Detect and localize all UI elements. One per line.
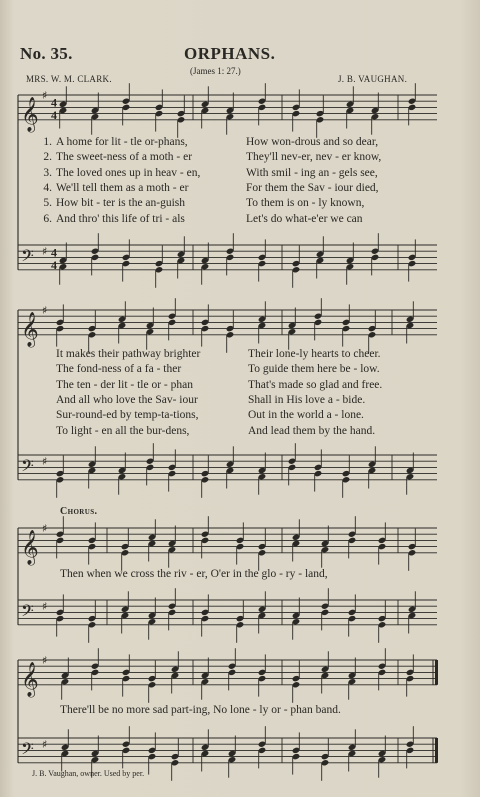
verse-text: The loved ones up in heav - en, bbox=[56, 166, 201, 179]
verse-2-line-2-second-half: To guide them here be - low. bbox=[248, 363, 380, 376]
verse-text: To light - en all the bur-dens, bbox=[56, 424, 190, 437]
treble-clef-icon: 𝄞 bbox=[21, 529, 39, 565]
bass-clef-icon: 𝄢 bbox=[21, 455, 34, 480]
staff-2-treble bbox=[18, 298, 437, 353]
sharp-key-signature-icon: ♯ bbox=[42, 304, 48, 317]
verse-number: 4. bbox=[43, 181, 52, 194]
verse-text: The fond-ness of a fa - ther bbox=[56, 363, 182, 376]
bass-clef-icon: 𝄢 bbox=[21, 245, 34, 270]
verse-text: It makes their pathway brighter bbox=[56, 348, 201, 360]
verse-number: 6. bbox=[43, 212, 52, 225]
copyright-footer: J. B. Vaughan, owner. Used by per. bbox=[32, 769, 145, 778]
treble-clef-icon: 𝄞 bbox=[21, 311, 39, 347]
staff-3-bass bbox=[18, 588, 437, 643]
final-barline-thick bbox=[435, 738, 438, 763]
sharp-key-signature-icon: ♯ bbox=[42, 600, 48, 614]
verse-1-line-1-second-half: How won-drous and so dear, bbox=[246, 136, 379, 148]
verse-4-line-2-second-half: Shall in His love a - bide. bbox=[248, 393, 366, 406]
verse-6-line-2-second-half: And lead them by the hand. bbox=[248, 424, 376, 437]
verse-text: How bit - ter is the an-guish bbox=[56, 197, 186, 210]
verse-text: And thro' this life of tri - als bbox=[56, 212, 185, 225]
staff-1-bass bbox=[18, 233, 437, 288]
verse-text: Sur-round-ed by temp-ta-tions, bbox=[56, 409, 199, 422]
verse-5-line-2-second-half: Out in the world a - lone. bbox=[248, 409, 364, 422]
verse-text: We'll tell them as a moth - er bbox=[56, 181, 189, 194]
chorus-lyric-line-1: Then when we cross the riv - er, O'er in the glo - ry - land, bbox=[60, 568, 328, 580]
verse-1-line-1-first-half bbox=[36, 136, 188, 148]
treble-clef-icon: 𝄞 bbox=[21, 661, 39, 697]
composer-credit: J. B. VAUGHAN. bbox=[338, 74, 408, 84]
verse-number: 1. bbox=[43, 136, 52, 148]
sharp-key-signature-icon: ♯ bbox=[42, 455, 48, 469]
time-signature-bottom: 4 bbox=[51, 107, 57, 122]
verse-1-line-2-first-half bbox=[56, 348, 200, 360]
sharp-key-signature-icon: ♯ bbox=[42, 654, 48, 667]
verse-3-line-2-first-half bbox=[56, 379, 193, 391]
verse-6-line-1-second-half: Let's do what-e'er we can bbox=[246, 212, 363, 225]
verse-2-line-2-first-half bbox=[56, 363, 181, 375]
lyricist-credit: MRS. W. M. CLARK. bbox=[26, 74, 112, 84]
hymn-number: No. 35. bbox=[20, 44, 73, 63]
treble-clef-icon: 𝄞 bbox=[21, 96, 39, 132]
hymn-title: ORPHANS. bbox=[184, 44, 276, 63]
verse-text: The ten - der lit - tle or - phan bbox=[56, 378, 193, 391]
verse-6-line-2-first-half bbox=[56, 425, 189, 437]
final-barline-thick bbox=[435, 660, 438, 685]
verse-5-line-1-second-half: To them is on - ly known, bbox=[246, 197, 365, 210]
verse-3-line-1-first-half bbox=[36, 167, 200, 179]
verse-2-line-1-second-half: They'll nev-er, nev - er know, bbox=[246, 151, 382, 164]
chorus-label: Chorus. bbox=[60, 506, 98, 517]
verse-number: 3. bbox=[43, 166, 52, 179]
verse-text: The sweet-ness of a moth - er bbox=[56, 151, 193, 164]
verse-1-line-2-second-half: Their lone-ly hearts to cheer. bbox=[248, 348, 381, 360]
verse-5-line-2-first-half bbox=[56, 409, 199, 421]
staff-3-treble bbox=[18, 516, 437, 571]
verse-4-line-1-first-half bbox=[36, 182, 188, 194]
bass-clef-icon: 𝄢 bbox=[21, 600, 34, 625]
sharp-key-signature-icon: ♯ bbox=[42, 245, 48, 259]
bass-clef-icon: 𝄢 bbox=[21, 738, 34, 763]
verse-4-line-2-first-half bbox=[56, 394, 198, 406]
time-signature-bottom: 4 bbox=[51, 257, 57, 272]
time-signature-top: 4 bbox=[51, 95, 57, 110]
staff-2-bass bbox=[18, 443, 437, 498]
sharp-key-signature-icon: ♯ bbox=[42, 522, 48, 535]
scripture-reference: (James 1: 27.) bbox=[190, 66, 241, 76]
verse-2-line-1-first-half bbox=[36, 151, 192, 163]
verse-3-line-2-second-half: That's made so glad and free. bbox=[248, 378, 383, 391]
sharp-key-signature-icon: ♯ bbox=[42, 738, 48, 752]
time-signature-top: 4 bbox=[51, 245, 57, 260]
verse-5-line-1-first-half bbox=[36, 197, 185, 209]
verse-text: A home for lit - tle or-phans, bbox=[56, 136, 188, 148]
verse-number: 2. bbox=[43, 151, 52, 164]
staff-1-treble bbox=[18, 83, 437, 138]
verse-3-line-1-second-half: With smil - ing an - gels see, bbox=[246, 166, 378, 179]
verse-number: 5. bbox=[43, 197, 52, 210]
chorus-lyric-line-2: There'll be no more sad part-ing, No lone - ly or - phan band. bbox=[60, 704, 341, 716]
sharp-key-signature-icon: ♯ bbox=[42, 89, 48, 102]
staff-4-treble bbox=[18, 648, 438, 703]
verse-6-line-1-first-half bbox=[36, 213, 185, 225]
verse-text: And all who love the Sav- iour bbox=[56, 393, 198, 406]
verse-4-line-1-second-half: For them the Sav - iour died, bbox=[246, 181, 379, 194]
